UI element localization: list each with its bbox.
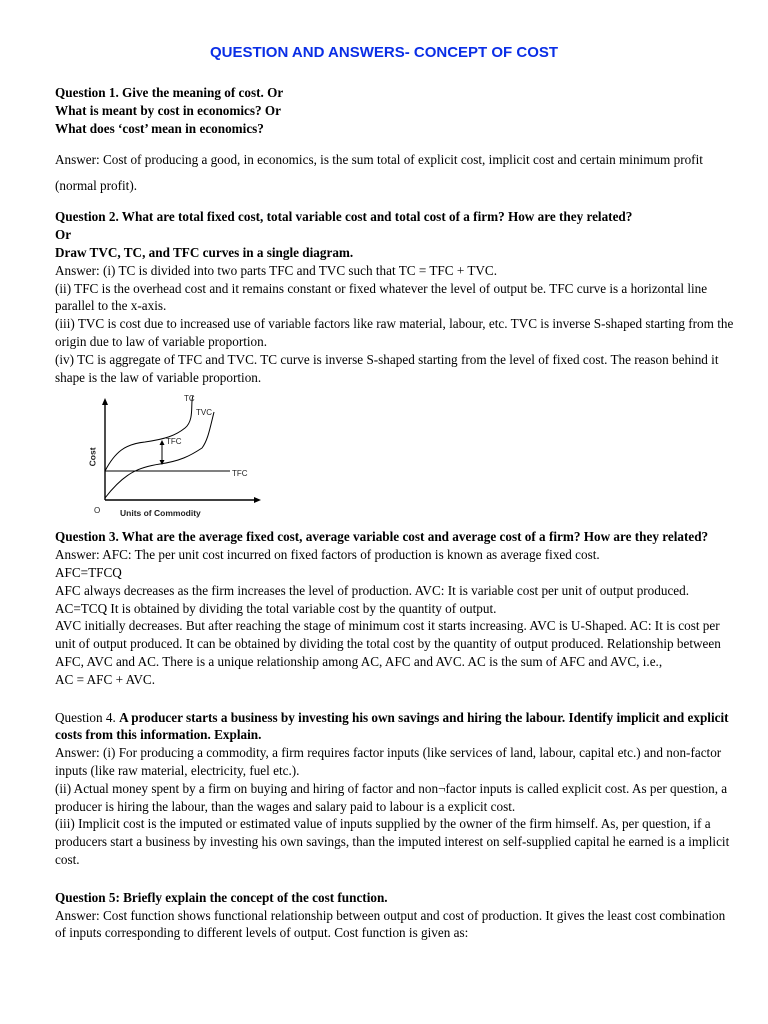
q4-answer-3: (iii) Implicit cost is the imputed or estimated value of inputs supplied by the owner of the firm himself. As, per question, if a producers start a business by investing his own savings, than the imputed interest on self-supplied capital he earned is a implicit cost. bbox=[55, 816, 730, 867]
x-axis-arrow bbox=[254, 497, 261, 503]
q1-answer: Answer: Cost of producing a good, in economics, is the sum total of explicit cost, implicit cost and certain minimum profit (normal profit). bbox=[55, 152, 703, 194]
q4-question bbox=[55, 709, 735, 745]
q1-line-3: What does ‘cost’ mean in economics? bbox=[55, 120, 264, 136]
q2-line-3: Draw TVC, TC, and TFC curves in a single diagram. bbox=[55, 244, 354, 260]
tc-label: TC bbox=[184, 394, 195, 404]
q4-question-text: A producer starts a business by investing his own savings and hiring the labour. Identify implicit and explicit costs from this information. Explain. bbox=[55, 709, 729, 743]
tfc-line-label: TFC bbox=[232, 469, 248, 479]
q5-question: Question 5: Briefly explain the concept of the cost function. bbox=[55, 889, 388, 905]
cost-curves-svg bbox=[80, 392, 280, 516]
q4-answer-2: (ii) Actual money spent by a firm on buying and hiring of factor and non¬factor inputs is called explicit cost. As per question, a producer is hiring the labour, than the wages and salary paid to labour is a explicit cost. bbox=[55, 780, 728, 814]
q3-answer-5: AVC initially decreases. But after reaching the stage of minimum cost it starts increasing. AVC is U-Shaped. AC: It is cost per unit of output produced. It can be obtained by dividing the total cost by the quantity of output produced. Relationship between AFC, AVC and AC. There is a unique relationship among AC, AFC and AVC. AC is the sum of AFC and AVC, i.e., bbox=[55, 618, 721, 669]
q4-answer-1: Answer: (i) For producing a commodity, a firm requires factor inputs (like services of land, labour, capital etc.) and non-factor inputs (like raw material, electricity, fuel etc.). bbox=[55, 745, 722, 778]
q2-answer-2: (ii) TFC is the overhead cost and it remains constant or fixed whatever the level of output be. TFC curve is a horizontal line parallel to the x-axis. bbox=[55, 280, 708, 314]
tfc-gap-label: TFC bbox=[166, 437, 182, 447]
q2-answer-4: (iv) TC is aggregate of TFC and TVC. TC curve is inverse S-shaped starting from the level of fixed cost. The reason behind it shape is the law of variable proportion. bbox=[55, 351, 719, 385]
tvc-curve bbox=[105, 412, 214, 498]
q2-answer-1: Answer: (i) TC is divided into two parts TFC and TVC such that TC = TFC + TVC. bbox=[55, 262, 498, 278]
q3-answer-6: AC = AFC + AVC. bbox=[55, 671, 156, 687]
q3-question: Question 3. What are the average fixed cost, average variable cost and average cost of a firm? How are they related? bbox=[55, 529, 709, 545]
q5-answer: Answer: Cost function shows functional relationship between output and cost of production. It gives the least cost combination of inputs corresponding to different levels of output. Cost function is given as: bbox=[55, 907, 726, 941]
q4-prefix: Question 4. bbox=[55, 709, 120, 725]
page-title: QUESTION AND ANSWERS- CONCEPT OF COST bbox=[209, 44, 559, 61]
origin-label: O bbox=[94, 506, 101, 516]
q3-answer-2: AFC=TFCQ bbox=[55, 564, 122, 580]
q3-answer-1: Answer: AFC: The per unit cost incurred on fixed factors of production is known as average fixed cost. bbox=[55, 547, 600, 563]
document-body bbox=[55, 84, 735, 942]
tvc-label: TVC bbox=[196, 408, 212, 418]
x-axis-label: Units of Commodity bbox=[120, 508, 201, 519]
q2-line-1: Question 2. What are total fixed cost, total variable cost and total cost of a firm? How are they related? bbox=[55, 209, 633, 225]
q2-line-2: Or bbox=[55, 227, 72, 243]
cost-curves-diagram bbox=[80, 392, 280, 519]
q3-answer-4: AC=TCQ It is obtained by dividing the total variable cost by the quantity of output. bbox=[55, 600, 497, 616]
q2-answer-3: (iii) TVC is cost due to increased use of variable factors like raw material, labour, etc. TVC is inverse S-shaped starting from the origin due to law of variable proportion. bbox=[55, 316, 734, 349]
q1-line-1: Question 1. Give the meaning of cost. Or bbox=[55, 85, 284, 100]
q3-answer-3: AFC always decreases as the firm increases the level of production. AVC: It is variable cost per unit of output produced. bbox=[55, 582, 690, 598]
q1-line-2: What is meant by cost in economics? Or bbox=[55, 102, 282, 118]
y-axis-label: Cost bbox=[87, 447, 98, 467]
y-axis-arrow bbox=[102, 398, 108, 405]
